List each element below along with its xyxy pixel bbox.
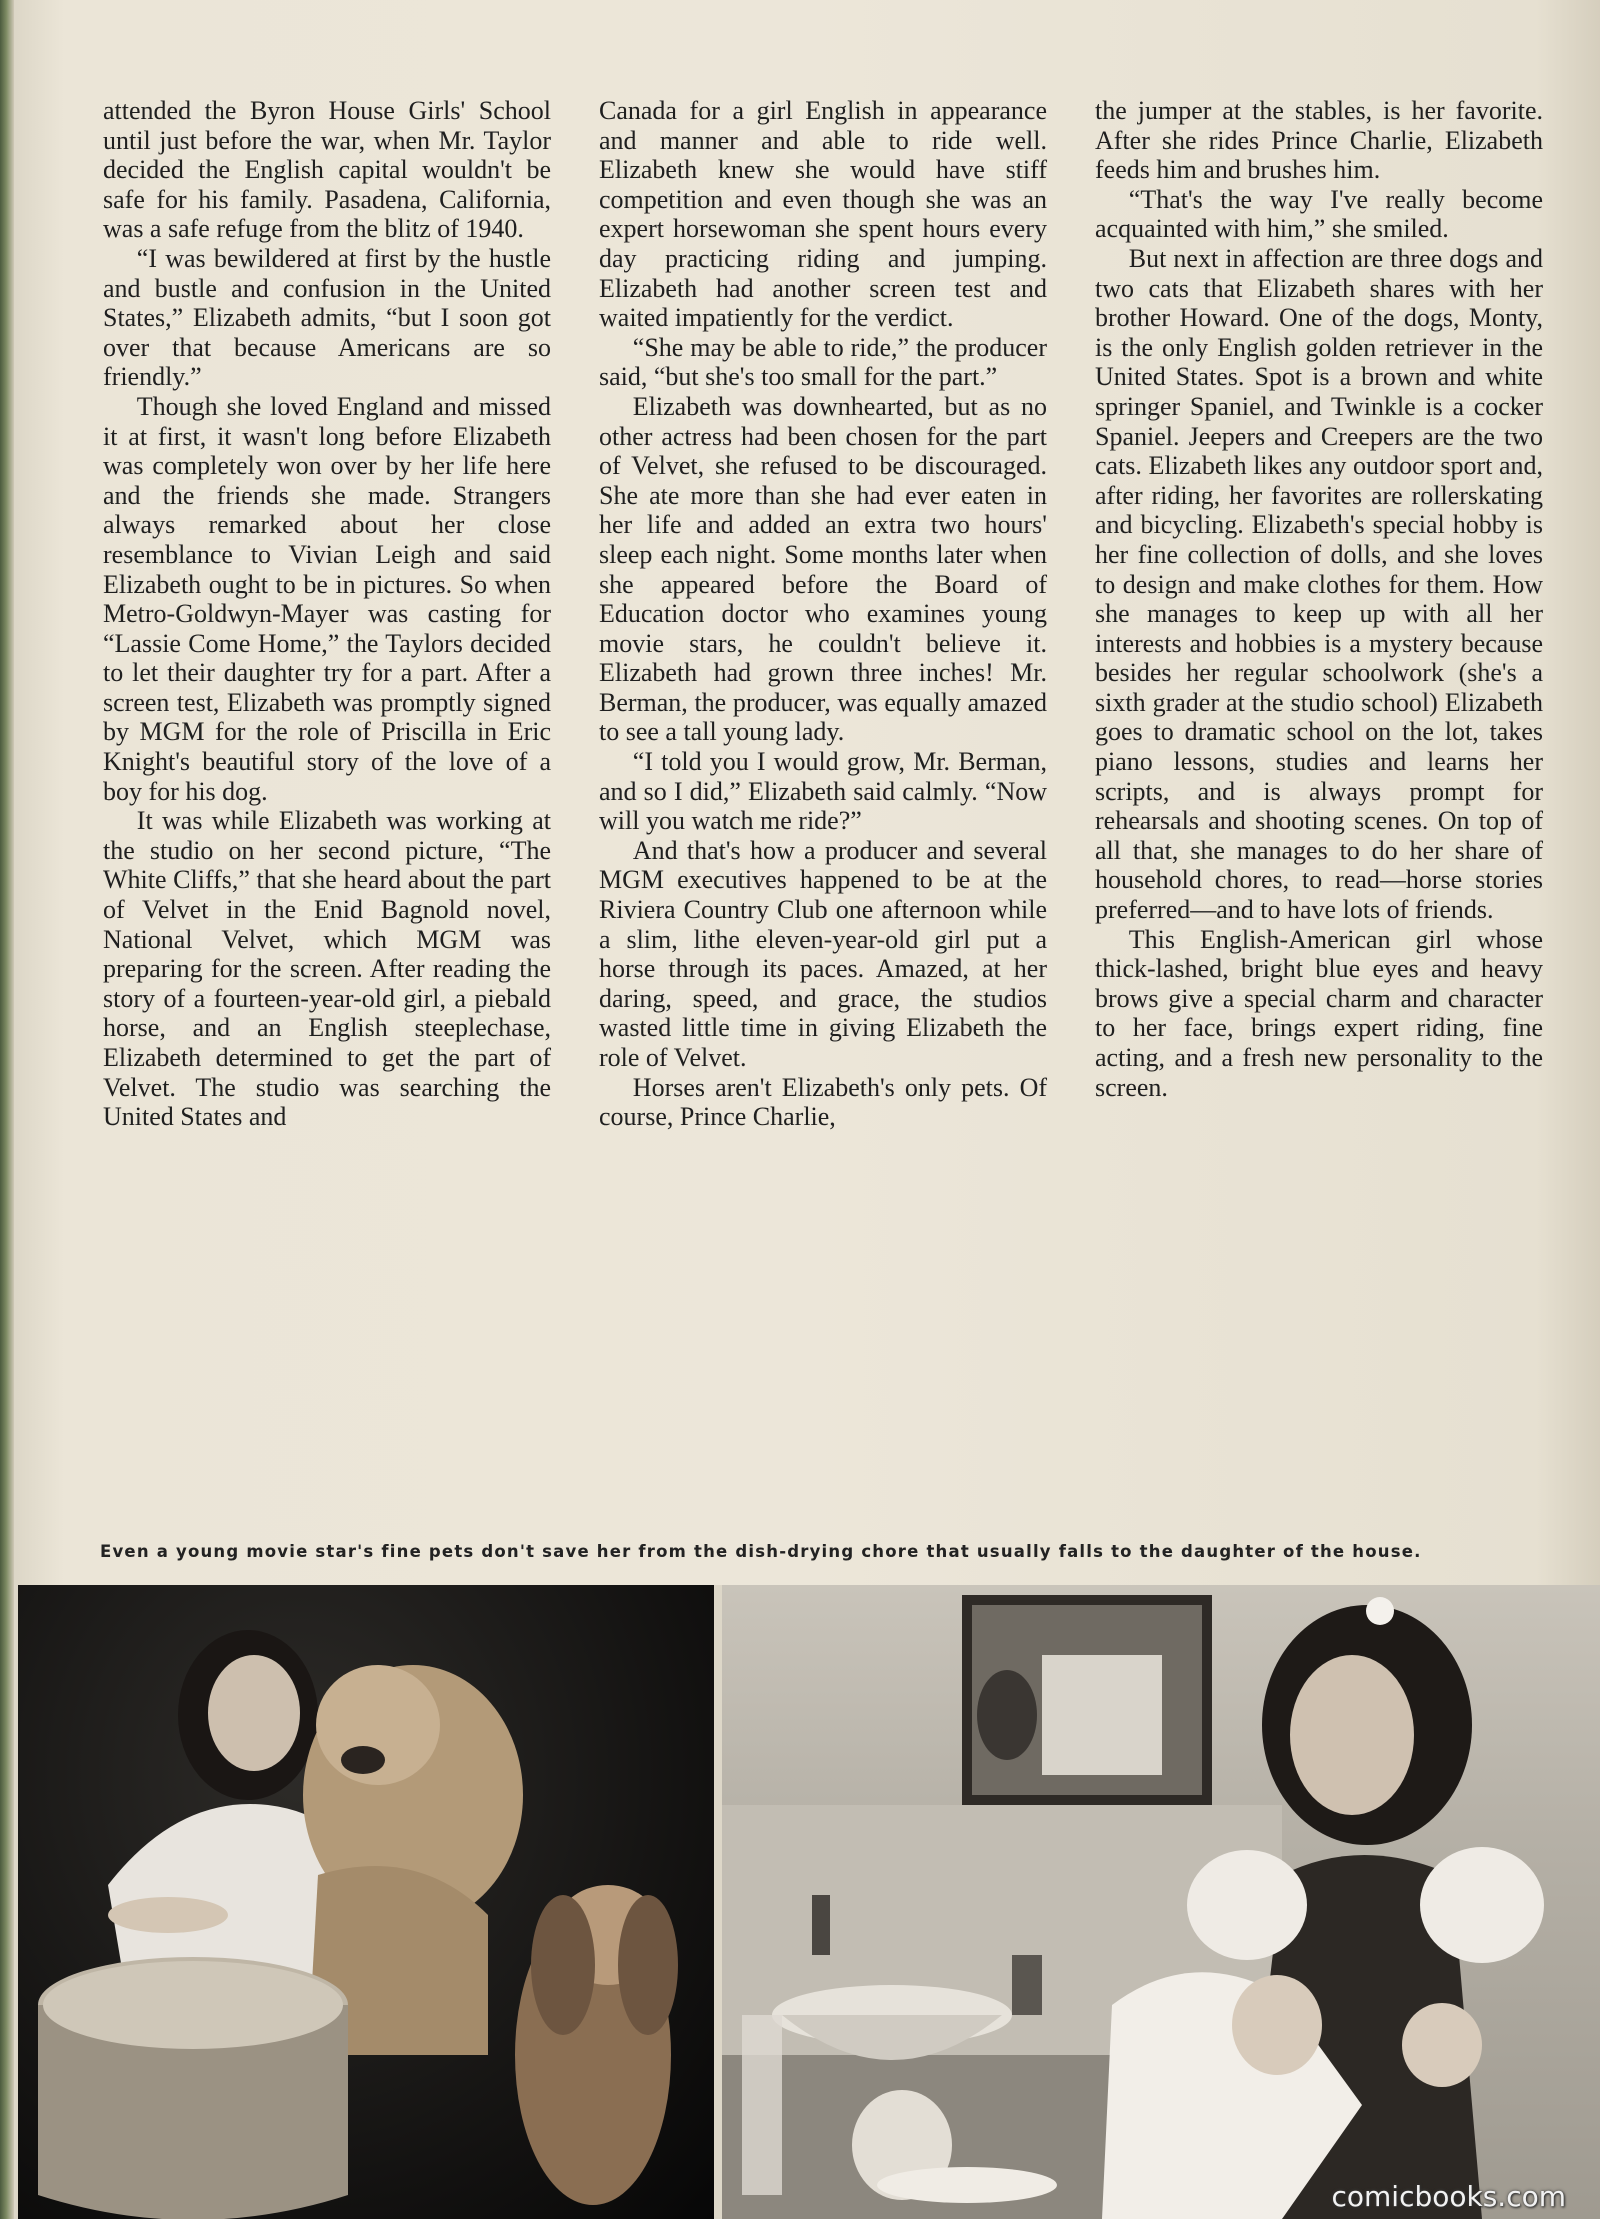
- paragraph: “She may be able to ride,” the producer said, “but she's too small for the part.”: [599, 332, 1047, 392]
- photo-girl-with-dogs: [18, 1585, 714, 2219]
- photo-girl-drying-dishes: [722, 1585, 1600, 2219]
- photo-caption: Even a young movie star's fine pets don't save her from the dish-drying chore that usually falls to the daughter of the house.: [100, 1542, 1422, 1561]
- paragraph: Elizabeth was downhearted, but as no other actress had been chosen for the part of Velvet, she refused to be discouraged. She ate more than she had ever eaten in her life and added an extra two hours' sleep each night. Some months later when she appeared before the Board of Education doctor who examines young movie stars, he couldn't believe it. Elizabeth had grown three inches! Mr. Berman, the producer, was equally amazed to see a tall young lady.: [599, 391, 1047, 747]
- paragraph: “I told you I would grow, Mr. Berman, and so I did,” Elizabeth said calmly. “Now will you watch me ride?”: [599, 747, 1047, 836]
- article-body: [103, 96, 1543, 1492]
- article-column-3: [1095, 96, 1543, 1492]
- photo-strip: [14, 1585, 1600, 2219]
- article-column-1: [103, 96, 551, 1492]
- paragraph: Horses aren't Elizabeth's only pets. Of course, Prince Charlie,: [599, 1072, 1047, 1132]
- paragraph: But next in affection are three dogs and two cats that Elizabeth shares with her brother Howard. One of the dogs, Monty, is the only English golden retriever in the United States. Spot is a brown and white springer Spaniel, and Twinkle is a cocker Spaniel. Jeepers and Creepers are the two cats. Elizabeth likes any outdoor sport and, after riding, her favorites are rollerskating and bicycling. Elizabeth's special hobby is her fine collection of dolls, and she loves to design and make clothes for them. How she manages to keep up with all her interests and hobbies is a mystery because besides her regular schoolwork (she's a sixth grader at the studio school) Elizabeth goes to dramatic school on the lot, takes piano lessons, studies and learns her scripts, and is always prompt for rehearsals and shooting scenes. On top of all that, she manages to do her share of household chores, to read—horse stories preferred—and to have lots of friends.: [1095, 243, 1543, 925]
- paragraph: “I was bewildered at first by the hustle and bustle and confusion in the United States,” Elizabeth admits, “but I soon got over that because Americans are so friendly.”: [103, 243, 551, 392]
- paragraph: attended the Byron House Girls' School until just before the war, when Mr. Taylor decided the English capital wouldn't be safe for his family. Pasadena, California, was a safe refuge from the blitz of 1940.: [103, 96, 551, 244]
- paragraph: This English-American girl whose thick-lashed, bright blue eyes and heavy brows give a special charm and character to her face, brings expert riding, fine acting, and a fresh new personality to the screen.: [1095, 924, 1543, 1102]
- page-edge: [0, 0, 14, 2219]
- article-column-2: [599, 96, 1047, 1492]
- paragraph: And that's how a producer and several MGM executives happened to be at the Riviera Country Club one afternoon while a slim, lithe eleven-year-old girl put a horse through its paces. Amazed, at her daring, speed, and grace, the studios wasted little time in giving Elizabeth the role of Velvet.: [599, 835, 1047, 1072]
- watermark: comicbooks.com: [1331, 2180, 1566, 2213]
- paragraph: It was while Elizabeth was working at the studio on her second picture, “The White Cliffs,” that she heard about the part of Velvet in the Enid Bagnold novel, National Velvet, which MGM was preparing for the screen. After reading the story of a fourteen-year-old girl, a piebald horse, and an English steeplechase, Elizabeth determined to get the part of Velvet. The studio was searching the United States and: [103, 806, 551, 1132]
- paragraph: the jumper at the stables, is her favorite. After she rides Prince Charlie, Elizabeth feeds him and brushes him.: [1095, 96, 1543, 185]
- paragraph: “That's the way I've really become acquainted with him,” she smiled.: [1095, 184, 1543, 244]
- paragraph: Though she loved England and missed it at first, it wasn't long before Elizabeth was completely won over by her life here and the friends she made. Strangers always remarked about her close resemblance to Vivian Leigh and said Elizabeth ought to be in pictures. So when Metro-Goldwyn-Mayer was casting for “Lassie Come Home,” the Taylors decided to let their daughter try for a part. After a screen test, Elizabeth was promptly signed by MGM for the role of Priscilla in Eric Knight's beautiful story of the love of a boy for his dog.: [103, 391, 551, 806]
- paragraph: Canada for a girl English in appearance and manner and able to ride well. Elizabeth knew she would have stiff competition and even though she was an expert horsewoman she spent hours every day practicing riding and jumping. Elizabeth had another screen test and waited impatiently for the verdict.: [599, 96, 1047, 333]
